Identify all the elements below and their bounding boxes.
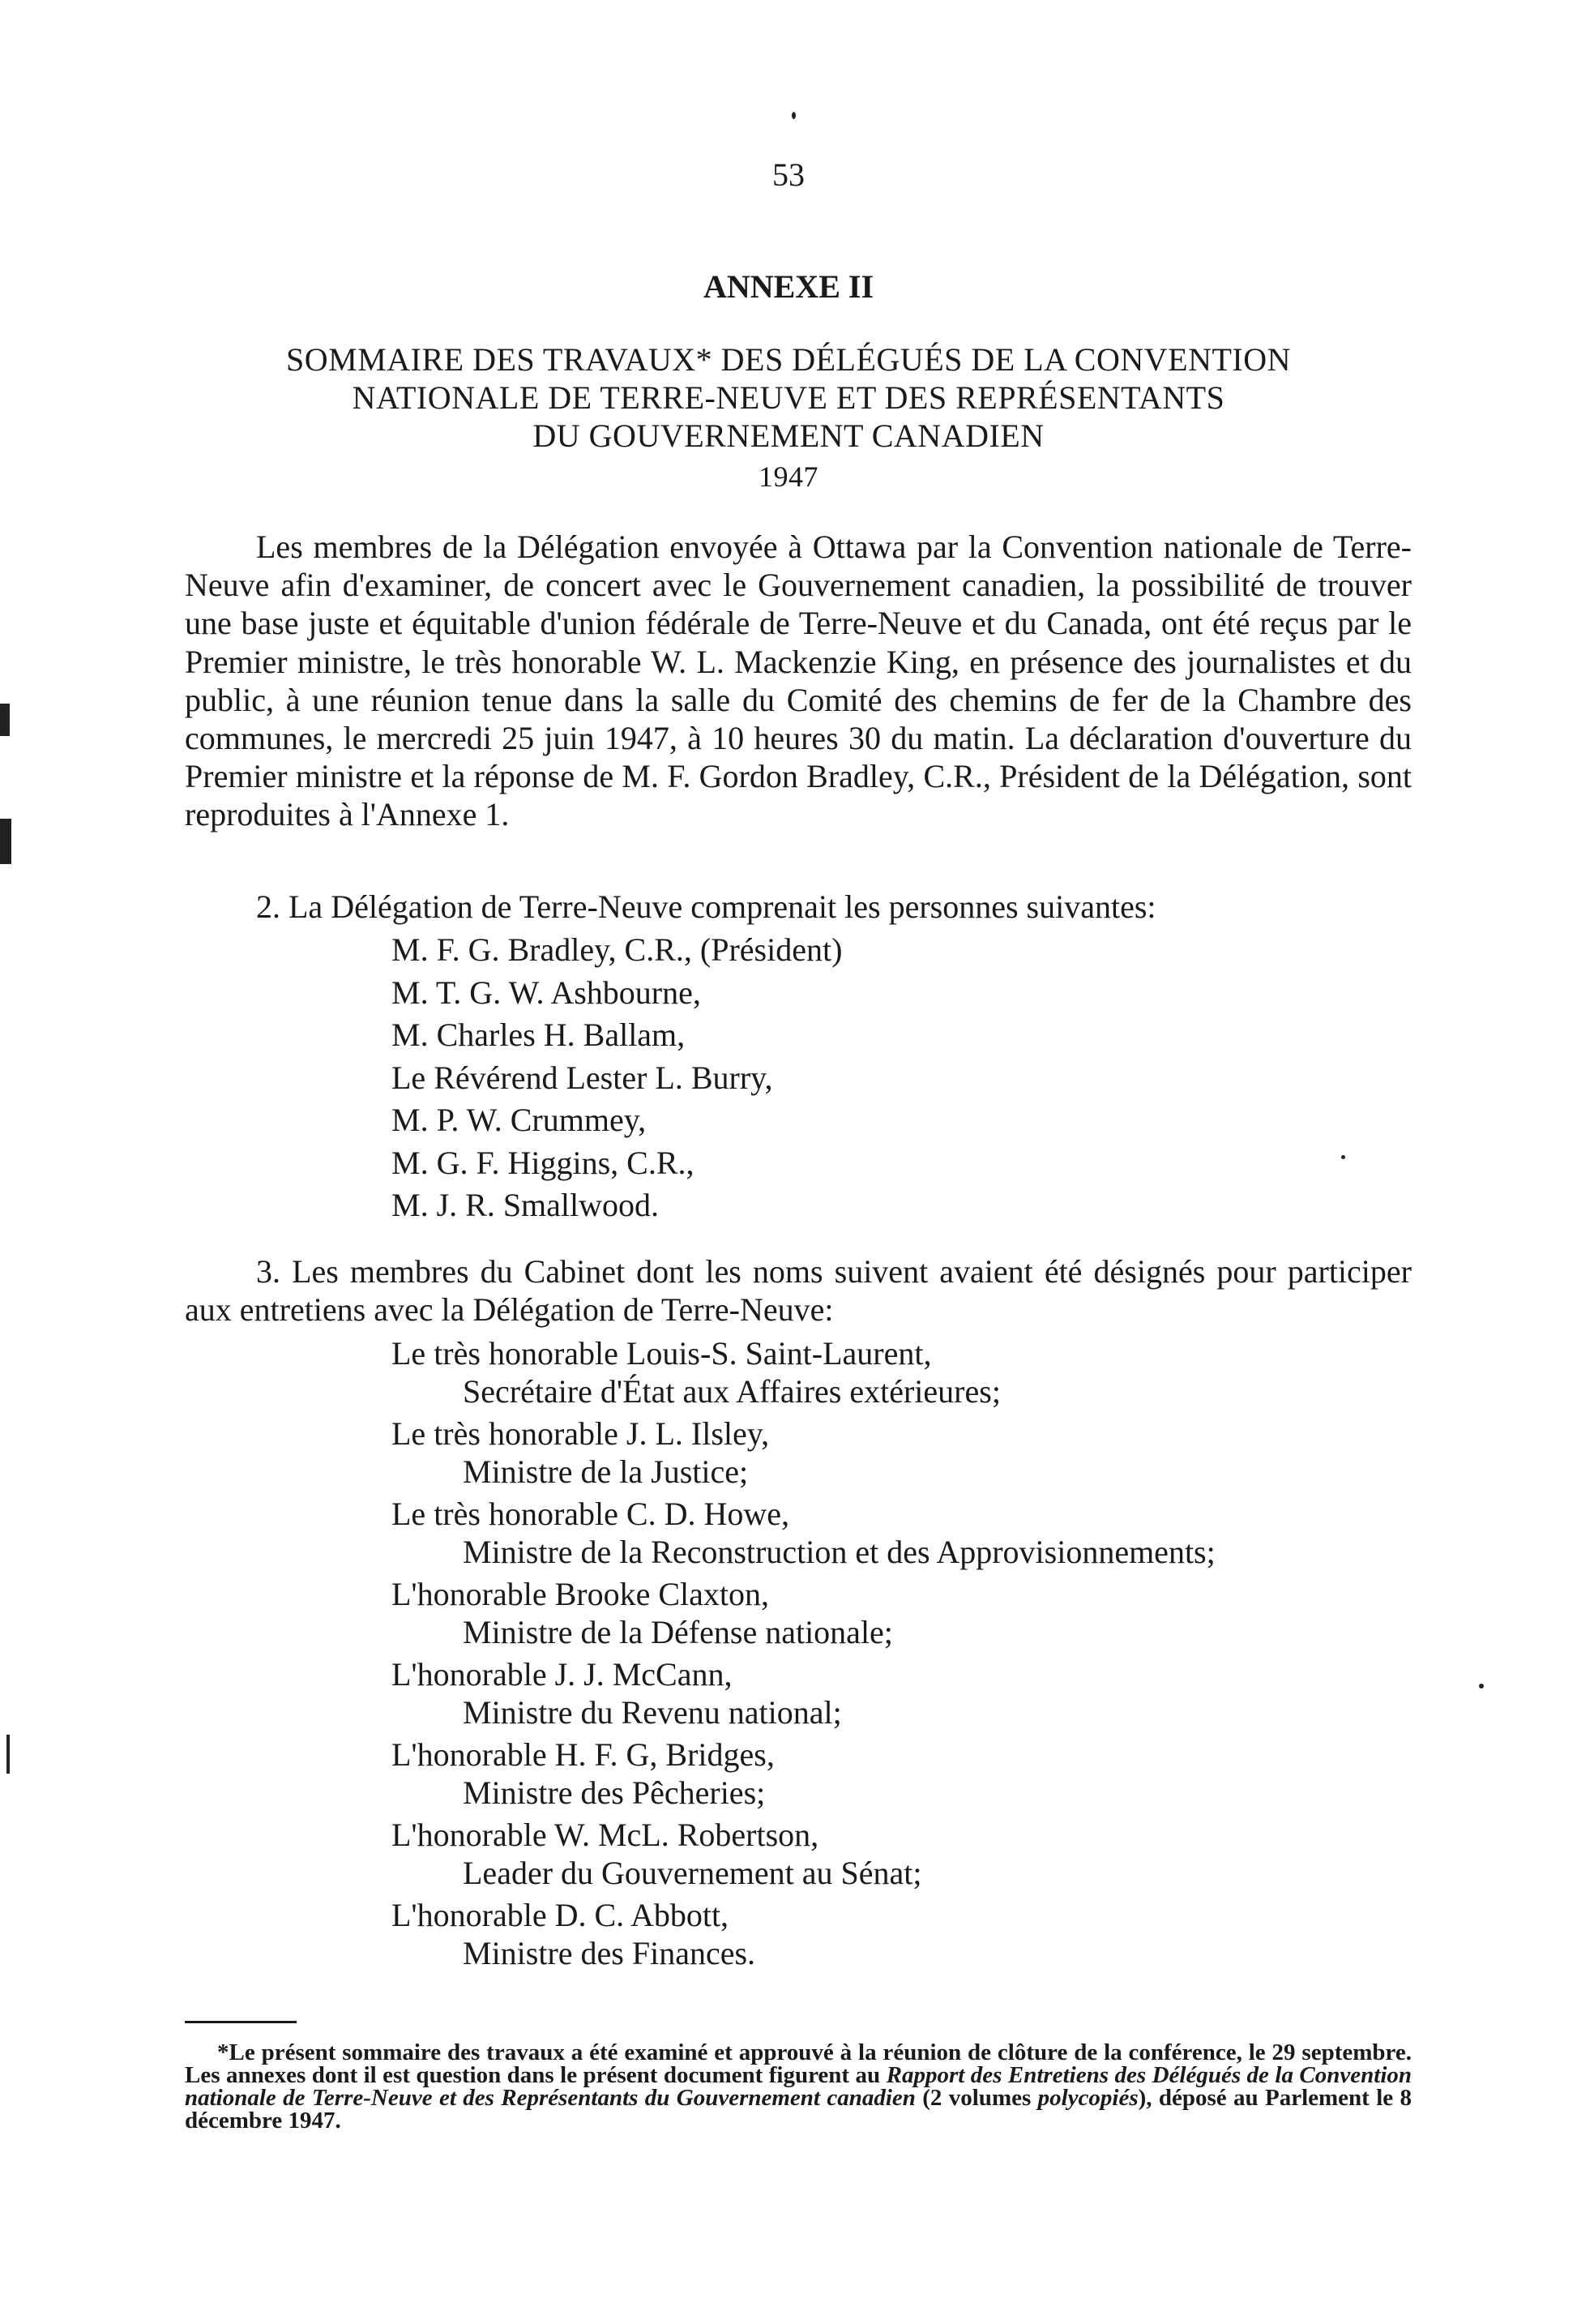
minister-role: Leader du Gouvernement au Sénat;: [463, 1855, 922, 1891]
minister-role: Ministre de la Reconstruction et des Approvisionnements;: [463, 1534, 1216, 1570]
minister-name: Le très honorable J. L. Ilsley,: [391, 1415, 770, 1452]
minister-name: L'honorable J. J. McCann,: [391, 1656, 733, 1693]
scan-margin-mark: [6, 1735, 10, 1774]
list-item: M. J. R. Smallwood.: [391, 1187, 660, 1223]
minister-role: Ministre du Revenu national;: [463, 1694, 842, 1731]
list-item: M. Charles H. Ballam,: [391, 1016, 686, 1053]
scan-speck: [792, 112, 796, 119]
footnote-rule: [185, 2021, 297, 2023]
minister-name: Le très honorable C. D. Howe,: [391, 1496, 789, 1532]
list-item: [391, 1816, 1216, 1892]
minister-name: L'honorable D. C. Abbott,: [391, 1897, 729, 1933]
footnote-text: [185, 2041, 1412, 2132]
scan-speck: [1479, 1684, 1484, 1688]
minister-role: Secrétaire d'État aux Affaires extérieures;: [463, 1373, 1001, 1410]
list-item: Le Révérend Lester L. Burry,: [391, 1059, 773, 1096]
footnote-part-3: ), déposé au Parlement le 8 décembre 1947.: [185, 2085, 1412, 2134]
title-year: 1947: [759, 460, 818, 493]
list-item: M. T. G. W. Ashbourne,: [391, 974, 701, 1011]
list-item: [391, 1736, 1216, 1812]
footnote-report-title: Rapport des Entretiens des Délégués de la Convention nationale de Terre-Neuve et des Représentants du Gouvernement canadien: [185, 2062, 1412, 2111]
minister-name: L'honorable W. McL. Robertson,: [391, 1817, 819, 1853]
scan-margin-mark: [0, 819, 11, 864]
minister-name: L'honorable Brooke Claxton,: [391, 1576, 769, 1612]
list-item: [391, 1896, 1216, 1972]
list-item: [391, 1415, 1216, 1491]
scan-speck: [1341, 1155, 1345, 1159]
title-line-1: SOMMAIRE DES TRAVAUX* DES DÉLÉGUÉS DE LA CONVENTION: [286, 341, 1291, 378]
delegate-list: [391, 929, 842, 1227]
minister-role: Ministre de la Justice;: [463, 1453, 749, 1490]
footnote-part-2: (2 volumes: [915, 2085, 1038, 2111]
list-item: M. P. W. Crummey,: [391, 1102, 647, 1138]
list-item: [391, 1495, 1216, 1571]
paragraph-1: Les membres de la Délégation envoyée à Ottawa par la Convention nationale de Terre-Neuve afin d'examiner, de concert avec le Gouvernement canadien, la possibilité de trouver une base juste et équitable d'union fédérale de Terre-Neuve et du Canada, ont été reçus par le Premier ministre, le très honorable W. L. Mackenzie King, en présence des journalistes et du public, à une réunion tenue dans la salle du Comité des chemins de fer de la Chambre des communes, le mercredi 25 juin 1947, à 10 heures 30 du matin. La déclaration d'ouverture du Premier ministre et la réponse de M. F. Gordon Bradley, C.R., Président de la Délégation, sont reproduites à l'Annexe 1.: [185, 529, 1412, 833]
minister-list: [391, 1334, 1216, 1976]
scan-margin-mark: [0, 704, 10, 736]
list-item: [391, 1655, 1216, 1731]
list-item: [391, 1575, 1216, 1651]
paragraph-3: 3. Les membres du Cabinet dont les noms suivent avaient été désignés pour participer aux entretiens avec la Délégation de Terre-Neuve:: [185, 1253, 1412, 1329]
minister-role: Ministre de la Défense nationale;: [463, 1614, 893, 1650]
list-item: M. G. F. Higgins, C.R.,: [391, 1144, 694, 1181]
list-item: [391, 1334, 1216, 1410]
minister-role: Ministre des Pêcheries;: [463, 1774, 766, 1811]
title-line-2: NATIONALE DE TERRE-NEUVE ET DES REPRÉSENTANTS: [352, 379, 1225, 416]
annex-heading: ANNEXE II: [703, 268, 874, 305]
title-line-3: DU GOUVERNEMENT CANADIEN: [532, 417, 1045, 454]
paragraph-2: 2. La Délégation de Terre-Neuve comprenait les personnes suivantes:: [256, 888, 1156, 925]
footnote-polycopies: polycopiés: [1037, 2085, 1139, 2111]
document-title: [0, 340, 1577, 496]
footnote-part-1: *Le présent sommaire des travaux a été examiné et approuvé à la réunion de clôture de la conférence, le 29 septembre. Les annexes dont il est question dans le présent document figurent au: [185, 2039, 1412, 2088]
minister-name: Le très honorable Louis-S. Saint-Laurent,: [391, 1335, 932, 1372]
list-item: M. F. G. Bradley, C.R., (Président): [391, 931, 843, 968]
footnote: [185, 2041, 1412, 2132]
minister-name: L'honorable H. F. G, Bridges,: [391, 1736, 775, 1773]
page-number: 53: [772, 156, 805, 193]
minister-role: Ministre des Finances.: [463, 1935, 756, 1971]
